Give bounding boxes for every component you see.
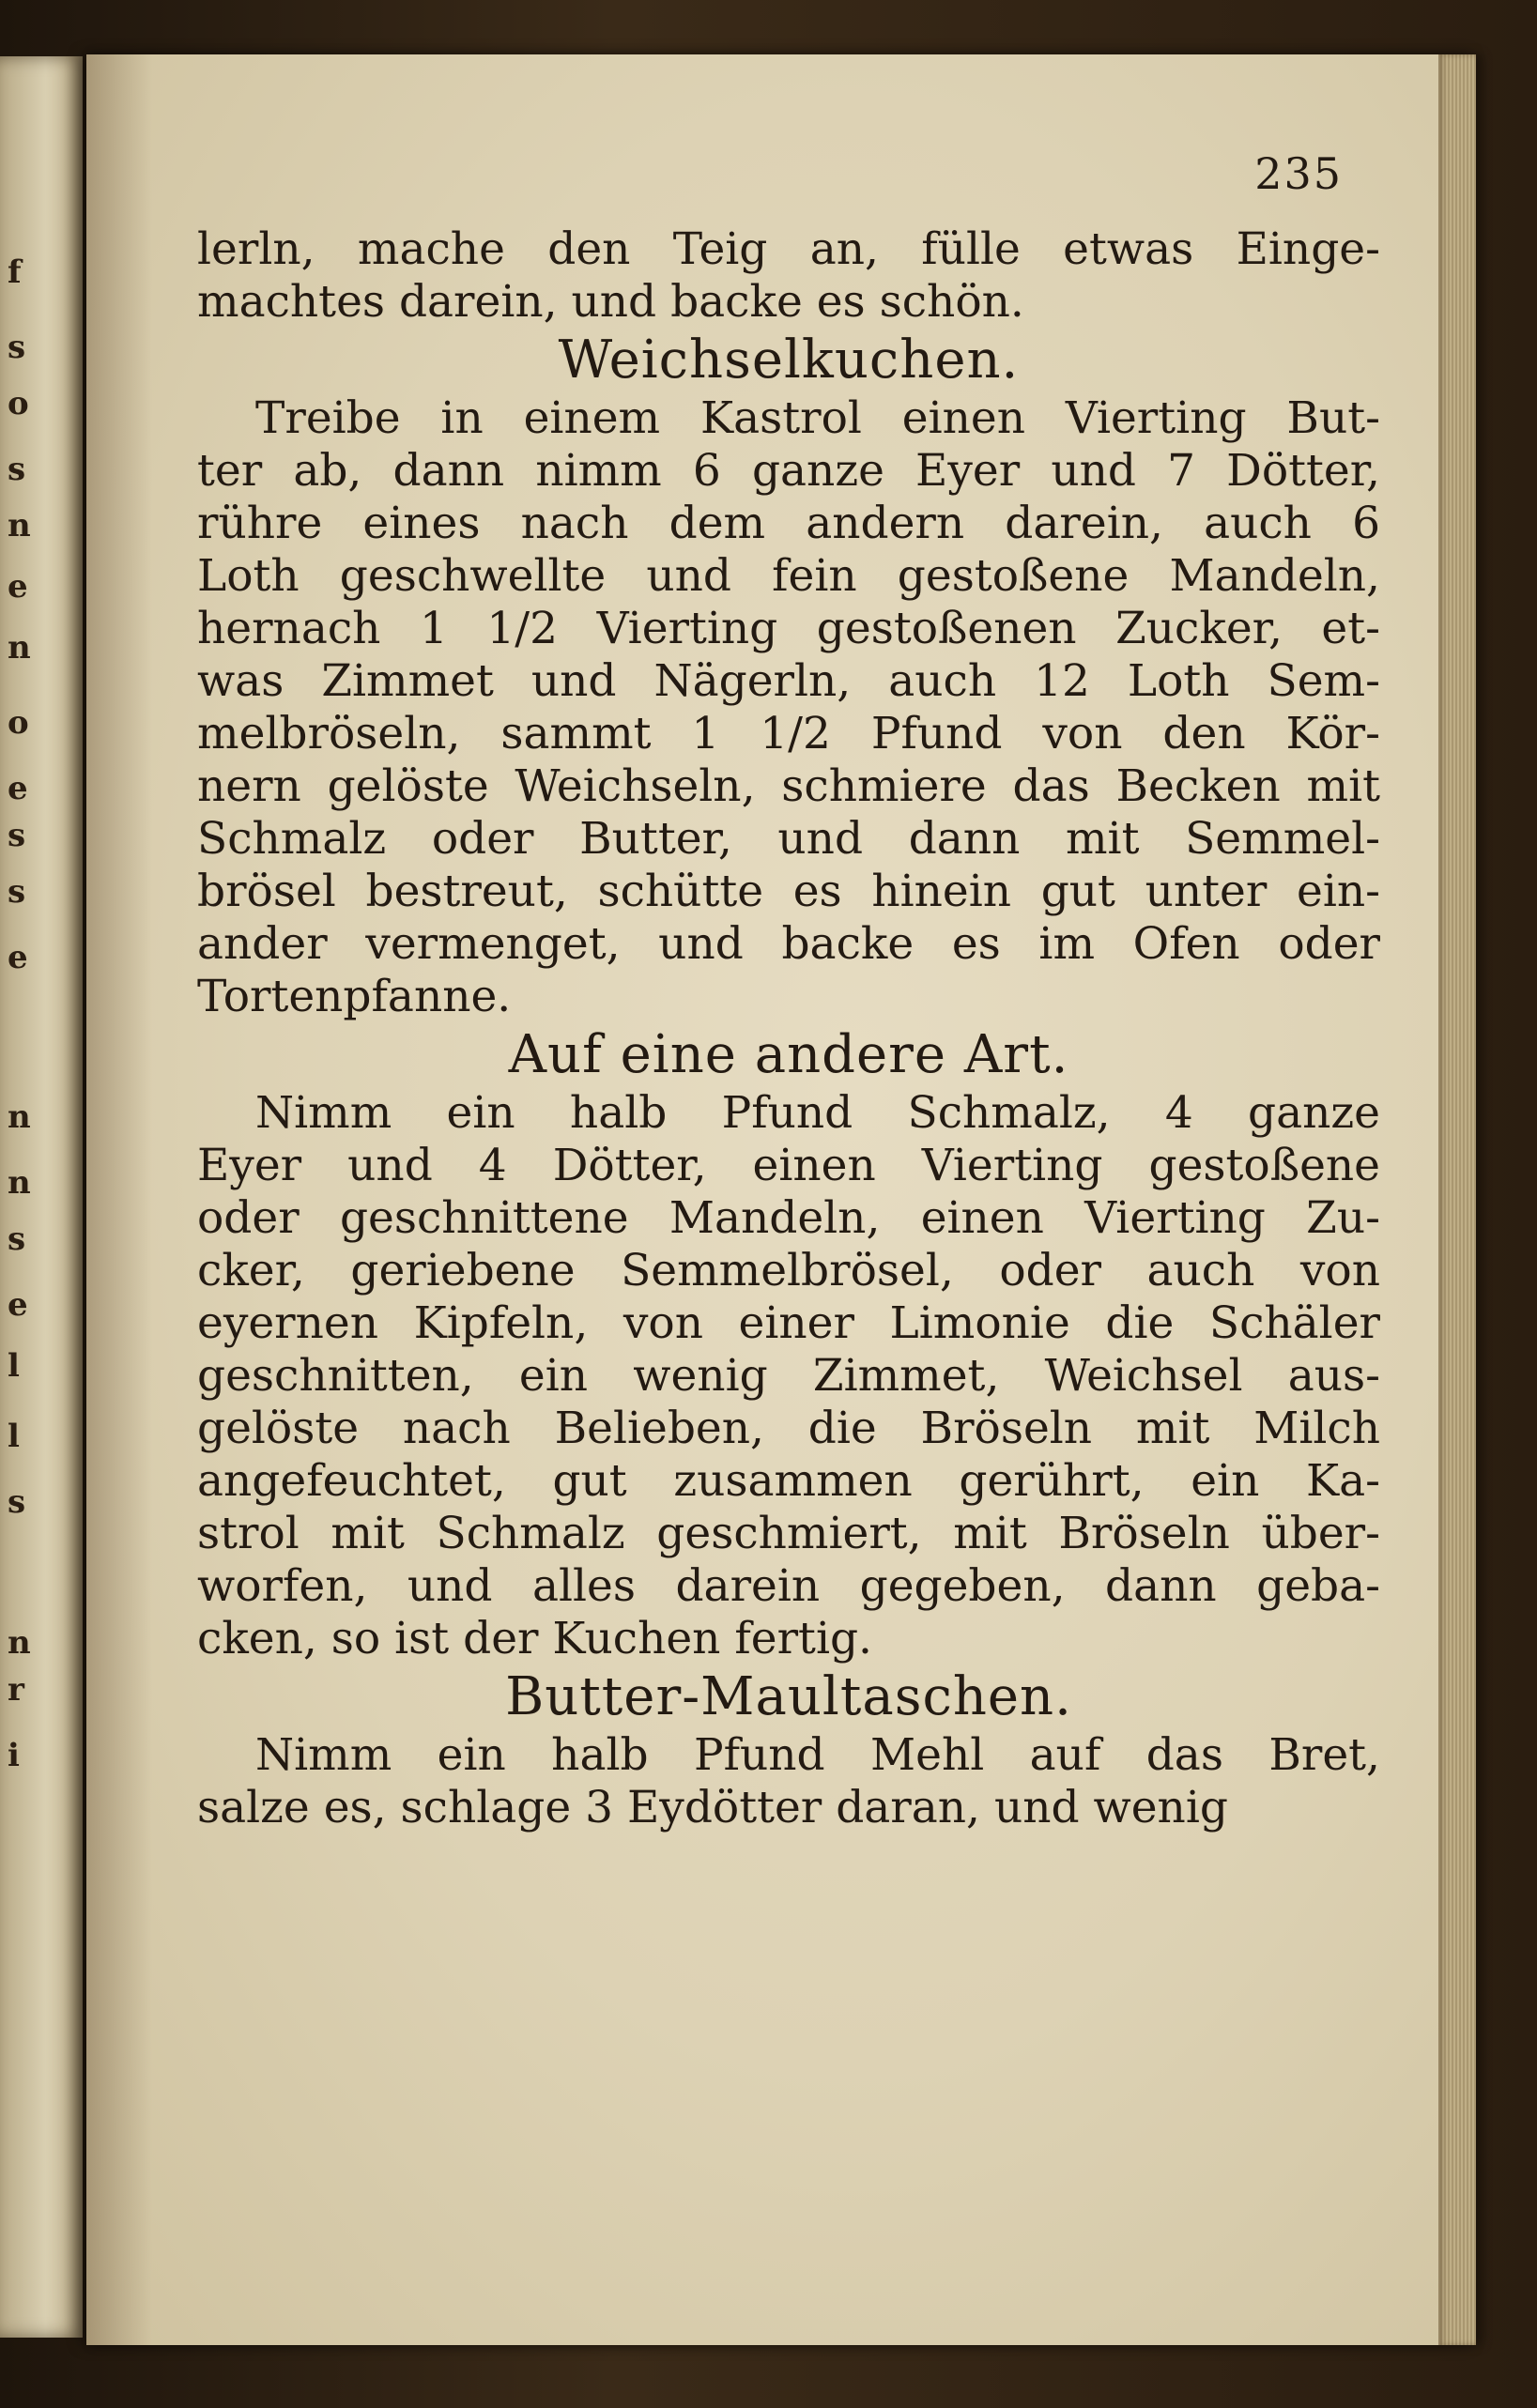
facing-page-glyph: o — [8, 704, 29, 742]
facing-page-glyph: l — [8, 1418, 20, 1455]
text-line: Loth geschwellte und fein gestoßene Mandeln, — [197, 550, 1380, 602]
gutter-shadow — [86, 54, 152, 2345]
facing-page-glyph: s — [8, 329, 26, 366]
facing-page-glyph: n — [8, 1624, 31, 1662]
section-heading: Weichselkuchen. — [558, 330, 1020, 391]
text-line: nern gelöste Weichseln, schmiere das Becken mit — [197, 760, 1380, 812]
text-line: was Zimmet und Nägerln, auch 12 Loth Sem- — [197, 655, 1380, 707]
text-line: Tortenpfanne. — [197, 971, 512, 1022]
text-line: Nimm ein halb Pfund Schmalz, 4 ganze — [255, 1087, 1380, 1139]
text-line: rühre eines nach dem andern darein, auch 6 — [197, 498, 1380, 549]
section-heading: Auf eine andere Art. — [508, 1024, 1069, 1085]
page-stack-edge — [1438, 54, 1476, 2345]
text-line: Nimm ein halb Pfund Mehl auf das Bret, — [255, 1729, 1380, 1781]
text-line: Eyer und 4 Dötter, einen Vierting gestoßene — [197, 1140, 1380, 1191]
text-line: cken, so ist der Kuchen fertig. — [197, 1613, 872, 1664]
text-line: ter ab, dann nimm 6 ganze Eyer und 7 Dötter, — [197, 445, 1380, 497]
facing-page-glyph: n — [8, 1098, 31, 1136]
text-line: strol mit Schmalz geschmiert, mit Bröseln über- — [197, 1508, 1380, 1559]
text-line: cker, geriebene Semmelbrösel, oder auch von — [197, 1245, 1380, 1296]
facing-page-glyph: e — [8, 1286, 28, 1324]
facing-page-glyph: e — [8, 568, 28, 606]
text-line: melbröseln, sammt 1 1/2 Pfund von den Kör- — [197, 708, 1380, 759]
text-line: Treibe in einem Kastrol einen Vierting But- — [255, 392, 1380, 444]
text-line: Schmalz oder Butter, und dann mit Semmel- — [197, 813, 1380, 865]
facing-page-glyph: o — [8, 385, 29, 422]
text-line: angefeuchtet, gut zusammen gerührt, ein Ka- — [197, 1455, 1380, 1507]
text-line: gelöste nach Belieben, die Bröseln mit Milch — [197, 1403, 1380, 1454]
text-line: ander vermenget, und backe es im Ofen oder — [197, 918, 1380, 970]
text-line: geschnitten, ein wenig Zimmet, Weichsel aus- — [197, 1350, 1380, 1402]
text-line: machtes darein, und backe es schön. — [197, 276, 1024, 328]
page-content — [197, 223, 1380, 1834]
page-text — [197, 148, 1380, 1834]
facing-page-glyph: e — [8, 939, 28, 976]
facing-page-glyph: e — [8, 770, 28, 807]
text-line: brösel bestreut, schütte es hinein gut unter ein- — [197, 866, 1380, 917]
text-line: salze es, schlage 3 Eydötter daran, und wenig — [197, 1782, 1228, 1833]
page-number: 235 — [1254, 148, 1343, 199]
text-line: hernach 1 1/2 Vierting gestoßenen Zucker, et- — [197, 603, 1380, 654]
facing-page-glyph: n — [8, 1164, 31, 1202]
facing-page-glyph: s — [8, 817, 26, 854]
facing-page-edge — [0, 56, 83, 2338]
facing-page-glyph: n — [8, 507, 31, 544]
text-line: eyernen Kipfeln, von einer Limonie die Schäler — [197, 1297, 1380, 1349]
facing-page-glyph: s — [8, 1483, 26, 1521]
facing-page-glyph: s — [8, 1220, 26, 1258]
facing-page-glyph: s — [8, 451, 26, 488]
text-line: worfen, und alles darein gegeben, dann geba- — [197, 1560, 1380, 1612]
book-page — [86, 54, 1476, 2345]
facing-page-glyph: l — [8, 1347, 20, 1385]
section-heading: Butter-Maultaschen. — [505, 1666, 1072, 1727]
text-line: lerln, mache den Teig an, fülle etwas Einge- — [197, 223, 1380, 275]
facing-page-glyph: n — [8, 629, 31, 667]
facing-page-glyph: r — [8, 1671, 24, 1709]
text-line: oder geschnittene Mandeln, einen Vierting Zu- — [197, 1192, 1380, 1244]
facing-page-glyph: i — [8, 1737, 20, 1774]
facing-page-glyph: s — [8, 873, 26, 911]
facing-page-glyph: f — [8, 253, 22, 291]
